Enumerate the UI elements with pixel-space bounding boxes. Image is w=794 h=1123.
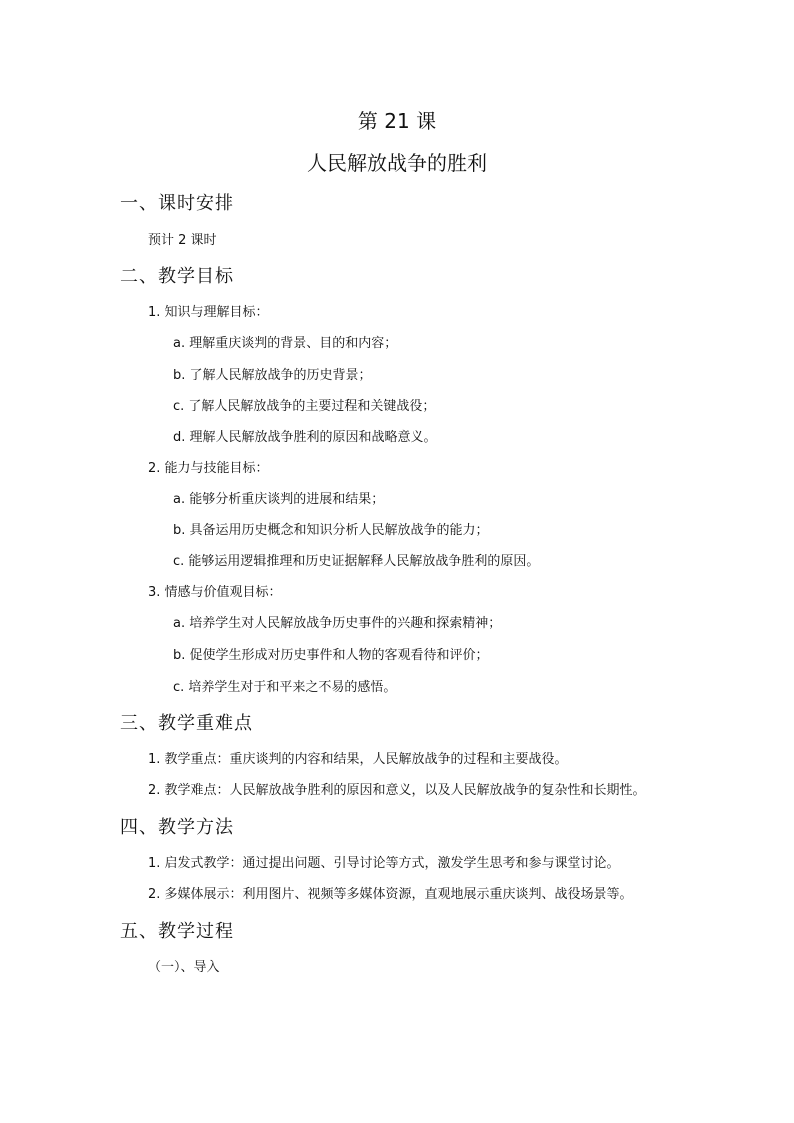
section-heading-schedule: 一、课时安排 xyxy=(120,193,234,214)
objective-group-label: 知识与理解目标： xyxy=(164,305,269,320)
list-item-text: 教学重点：重庆谈判的内容和结果，人民解放战争的过程和主要战役。 xyxy=(164,752,568,767)
list-item xyxy=(173,676,396,695)
list-marker: c. xyxy=(173,680,185,695)
list-marker: a. xyxy=(173,616,186,631)
list-item-text: 促使学生形成对历史事件和人物的客观看待和评价； xyxy=(189,648,489,663)
list-item-text: 培养学生对人民解放战争历史事件的兴趣和探索精神； xyxy=(189,616,502,631)
list-item-text: 具备运用历史概念和知识分析人民解放战争的能力； xyxy=(189,523,489,538)
list-item xyxy=(173,426,437,445)
list-item-text: 教学难点：人民解放战争胜利的原因和意义，以及人民解放战争的复杂性和长期性。 xyxy=(164,783,646,798)
lesson-title: 人民解放战争的胜利 xyxy=(307,151,487,175)
list-number: 2. xyxy=(148,887,161,902)
list-item xyxy=(173,550,539,569)
list-item-text: 能够运用逻辑推理和历史证据解释人民解放战争胜利的原因。 xyxy=(188,554,540,569)
list-item xyxy=(173,644,489,663)
list-item xyxy=(173,519,489,538)
list-number: 2. xyxy=(148,461,161,476)
objective-group-1 xyxy=(148,301,269,320)
list-number: 1. xyxy=(148,856,161,871)
list-marker: b. xyxy=(173,523,186,538)
list-item xyxy=(173,395,435,414)
list-item-text: 了解人民解放战争的主要过程和关键战役； xyxy=(188,399,436,414)
list-marker: c. xyxy=(173,399,185,414)
list-marker: b. xyxy=(173,648,186,663)
list-item xyxy=(173,488,384,507)
list-number: 2. xyxy=(148,783,161,798)
list-item xyxy=(173,612,501,631)
list-item-text: 多媒体展示：利用图片、视频等多媒体资源，直观地展示重庆谈判、战役场景等。 xyxy=(164,887,633,902)
list-marker: c. xyxy=(173,554,185,569)
section-heading-key-points: 三、教学重难点 xyxy=(120,713,253,734)
list-item xyxy=(148,852,620,871)
objective-group-label: 能力与技能目标： xyxy=(164,461,269,476)
section-heading-objectives: 二、教学目标 xyxy=(120,266,234,287)
schedule-text: 预计 2 课时 xyxy=(148,233,217,248)
list-item xyxy=(148,883,633,902)
list-number: 1. xyxy=(148,305,161,320)
objective-group-3 xyxy=(148,581,282,600)
list-item-text: 启发式教学：通过提出问题、引导讨论等方式，激发学生思考和参与课堂讨论。 xyxy=(164,856,620,871)
list-marker: b. xyxy=(173,368,186,383)
list-item-text: 能够分析重庆谈判的进展和结果； xyxy=(189,492,385,507)
list-item xyxy=(148,748,568,767)
lesson-number: 第 21 课 xyxy=(357,109,437,133)
list-number: 3. xyxy=(148,585,161,600)
section-heading-methods: 四、教学方法 xyxy=(120,817,234,838)
list-marker: a. xyxy=(173,336,186,351)
list-number: 1. xyxy=(148,752,161,767)
list-item xyxy=(173,364,372,383)
objective-group-2 xyxy=(148,457,269,476)
list-item-text: 理解重庆谈判的背景、目的和内容； xyxy=(189,336,398,351)
subsection-heading: （一）、导入 xyxy=(148,960,220,975)
list-marker: a. xyxy=(173,492,186,507)
list-item-text: 理解人民解放战争胜利的原因和战略意义。 xyxy=(189,430,437,445)
list-item xyxy=(173,332,397,351)
objective-group-label: 情感与价值观目标： xyxy=(164,585,282,600)
list-item-text: 培养学生对于和平来之不易的感悟。 xyxy=(188,680,397,695)
list-item xyxy=(148,779,646,798)
list-item-text: 了解人民解放战争的历史背景； xyxy=(189,368,372,383)
section-heading-process: 五、教学过程 xyxy=(120,921,234,942)
list-marker: d. xyxy=(173,430,186,445)
